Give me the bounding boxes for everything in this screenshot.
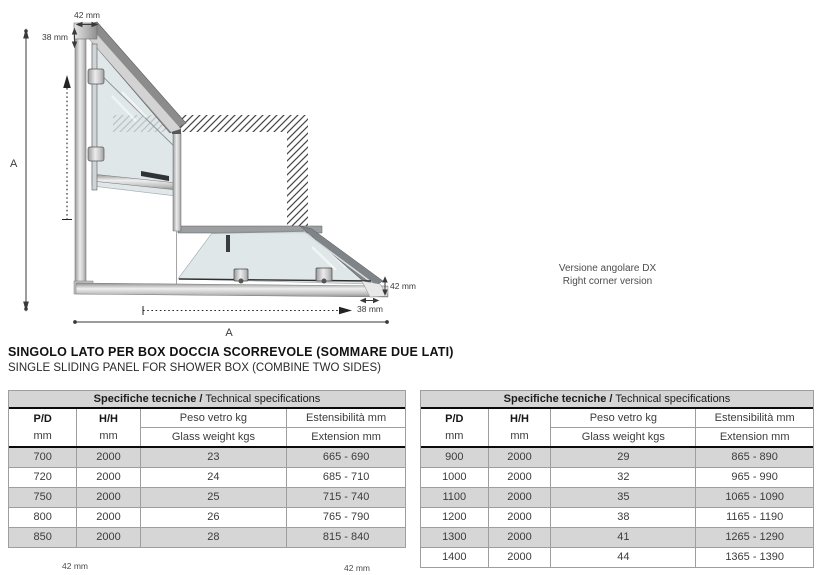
table-row [421,507,813,527]
column-header-line2: Glass weight kgs [581,431,665,443]
corner-post [173,127,181,231]
dim-label-A-vertical: A [10,158,18,170]
table-cell: 2000 [488,488,551,507]
table-cell: 2000 [76,528,139,547]
column-header-line2: mm [510,430,529,442]
heading-english: SINGLE SLIDING PANEL FOR SHOWER BOX (COMBINE TWO SIDES) [8,362,381,374]
column-header [421,409,488,446]
column-header-line2: Extension mm [719,431,790,443]
column-header-line1: H/H [99,413,118,425]
table-cell: 29 [550,448,695,467]
column-header [140,409,287,446]
table-cell: 815 - 840 [286,528,405,547]
column-header-line2: mm [445,430,464,442]
dim-label-38-top: 38 mm [42,32,68,42]
table-cell: 850 [33,531,52,543]
table-cell: 1200 [442,511,467,523]
roller-wheel [239,279,244,284]
spec-table-small-sizes [8,390,406,548]
table-cell: 1365 - 1390 [695,548,813,567]
column-header-line1: Estensibilità mm [696,409,813,428]
table-row [421,487,813,507]
table-cell: 800 [33,511,52,523]
column-header-line2: mm [99,430,118,442]
table-cell: 2000 [488,468,551,487]
table-cell: 900 [445,451,464,463]
shower-box-technical-drawing [0,0,440,340]
column-header-line1: H/H [510,413,529,425]
base-rail [76,283,388,297]
column-header [76,409,139,446]
column-header-line2: Extension mm [311,431,381,443]
table-cell: 2000 [488,448,551,467]
table-header-row [421,409,813,448]
table-cell: 38 [550,508,695,527]
table-row [421,547,813,567]
column-header-line1: Estensibilità mm [287,409,405,428]
table-row [421,448,813,467]
table-cell: 28 [140,528,287,547]
table-cell: 24 [140,468,287,487]
version-note-english: Right corner version [562,276,653,287]
table-row [9,448,405,467]
table-cell: 25 [140,488,287,507]
table-cell: 665 - 690 [286,448,405,467]
table-cell: 1065 - 1090 [695,488,813,507]
table-cell: 35 [550,488,695,507]
table-header-row [9,409,405,448]
table-body [421,448,813,567]
table-cell: 700 [33,451,52,463]
table-cell: 1000 [442,471,467,483]
roller-wheel [322,279,327,284]
table-row [9,467,405,487]
table-cell: 2000 [76,448,139,467]
table-row [421,467,813,487]
column-header [695,409,813,446]
table-cell: 23 [140,448,287,467]
table-body [9,448,405,547]
table-cell: 1100 [442,491,467,503]
table-cell: 2000 [488,528,551,547]
table-cell: 750 [33,491,52,503]
table-row [9,527,405,547]
column-header [286,409,405,446]
table-cell: 1265 - 1290 [695,528,813,547]
table-cell: 2000 [76,488,139,507]
table-cell: 965 - 990 [695,468,813,487]
table-row [9,487,405,507]
column-header-line2: Glass weight kgs [171,431,255,443]
column-header [550,409,695,446]
heading-italian: SINGOLO LATO PER BOX DOCCIA SCORREVOLE (SOMMARE DUE LATI) [8,345,454,359]
column-header [488,409,551,446]
section-heading [8,344,568,376]
handle-slot [226,235,230,252]
table-cell: 44 [550,548,695,567]
table-title: Specifiche tecniche / Technical specifications [421,391,813,409]
glass-clamp-bar [92,44,97,190]
column-header [9,409,76,446]
table-cell: 765 - 790 [286,508,405,527]
dim-label-A-horizontal: A [225,327,233,339]
table-row [421,527,813,547]
dim-label-42-top: 42 mm [74,10,100,20]
table-cell: 1300 [442,531,467,543]
table-cell: 2000 [488,548,551,567]
table-cell: 2000 [76,468,139,487]
table-title: Specifiche tecniche / Technical specifications [9,391,405,409]
dim-label-42-right: 42 mm [390,281,416,291]
table-cell: 1400 [442,551,467,563]
table-cell: 32 [550,468,695,487]
table-cell: 41 [550,528,695,547]
table-cell: 2000 [488,508,551,527]
version-note-italian: Versione angolare DX [558,263,657,274]
version-note [515,262,700,288]
table-cell: 2000 [76,508,139,527]
column-header-line1: Peso vetro kg [141,409,287,428]
table-cell: 865 - 890 [695,448,813,467]
footnote-dim-42: 42 mm [344,563,370,573]
column-header-line1: P/D [33,413,52,425]
dim-label-38-right: 38 mm [357,304,383,314]
table-cell: 715 - 740 [286,488,405,507]
table-cell: 1165 - 1190 [695,508,813,527]
column-header-line2: mm [33,430,52,442]
spec-table-large-sizes [420,390,814,568]
table-cell: 720 [33,471,52,483]
footnote-dim-42: 42 mm [62,561,88,571]
left-wall-profile [75,27,86,285]
table-row [9,507,405,527]
column-header-line1: Peso vetro kg [551,409,695,428]
column-header-line1: P/D [445,413,464,425]
table-cell: 26 [140,508,287,527]
table-cell: 685 - 710 [286,468,405,487]
